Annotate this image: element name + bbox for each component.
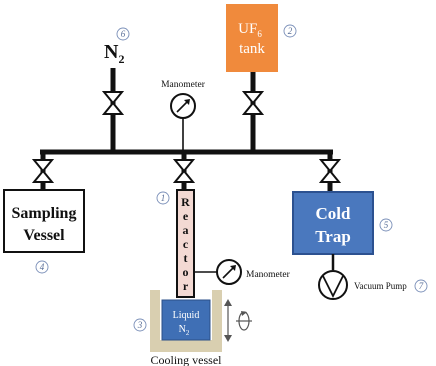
n2-valve: [104, 92, 122, 114]
vacuum-pump-assembly: [319, 254, 427, 299]
reactor-letter-7: r: [182, 279, 189, 293]
reactor-letter-2: e: [182, 209, 189, 223]
reactor-letter-1: R: [181, 195, 190, 209]
sampling-valve: [34, 160, 52, 182]
cold-trap-assembly: [293, 150, 392, 254]
sampling-vessel-label-line1: Sampling: [11, 205, 77, 222]
n2-inlet: [104, 28, 129, 152]
reactor-letter-6: o: [182, 265, 189, 279]
cooling-vessel-label: Cooling vessel: [150, 353, 222, 366]
uf6-tank-assembly: [226, 4, 296, 152]
reactor-letter-3: a: [182, 223, 189, 237]
liquid-n2-label-line1: Liquid: [172, 310, 200, 321]
reactor-letter-4: c: [182, 237, 189, 251]
uf6-tank: [226, 4, 278, 72]
cold-trap-number: 5: [383, 220, 389, 230]
cooling-vessel-assembly: [134, 290, 252, 366]
uf6-tank-label-line2: tank: [239, 41, 265, 57]
sampling-vessel-assembly: [4, 150, 84, 273]
n2-number: 6: [120, 29, 126, 39]
cold-trap-label-line1: Cold: [315, 204, 351, 223]
liquid-n2-number: 3: [137, 320, 143, 330]
uf6-number: 2: [287, 26, 293, 36]
cold-trap-label-line2: Trap: [315, 227, 351, 246]
lower-arrow-head: [224, 335, 232, 342]
reactor-valve: [175, 160, 193, 182]
manometer-top-label: Manometer: [161, 80, 205, 90]
reactor-letter-5: t: [183, 251, 188, 265]
n2-label: $N_2$: [104, 41, 125, 66]
uf6-tank-label-line1: $UF_6$: [238, 21, 262, 39]
manometer-side-assembly: [194, 260, 291, 284]
raise-arrow-head: [224, 299, 232, 306]
sampling-number: 4: [39, 262, 45, 272]
manometer-side-label: Manometer: [246, 270, 290, 280]
vacuum-pump-number: 7: [418, 281, 424, 291]
reactor-number: 1: [160, 193, 166, 203]
liquid-n2-label-line2: $N_2$: [178, 324, 190, 337]
manometer-top-assembly: [161, 80, 206, 152]
cold-trap-valve: [321, 160, 339, 182]
sampling-vessel-label-line2: Vessel: [23, 227, 65, 244]
reactor-assembly: [157, 150, 194, 297]
uf6-valve: [244, 92, 262, 114]
vacuum-pump-label: Vacuum Pump: [354, 281, 407, 291]
